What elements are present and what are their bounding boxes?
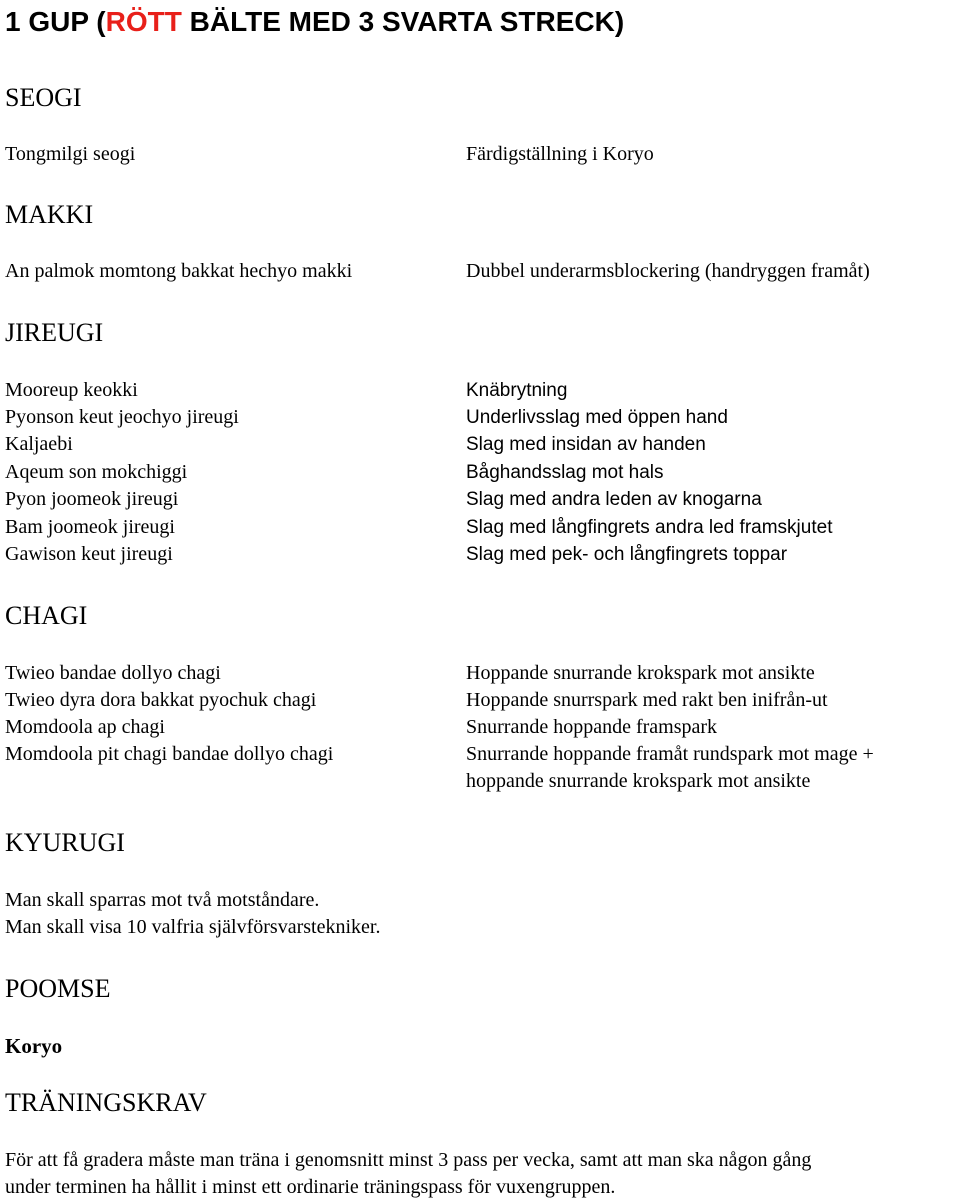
technique-row: [0, 459, 960, 486]
technique-translation: Dubbel underarmsblockering (handryggen framåt): [466, 260, 870, 282]
poomse-form: Koryo: [5, 1034, 63, 1058]
requirement-line: Man skall visa 10 valfria självförsvarstekniker.: [5, 916, 381, 938]
technique-translation: Färdigställning i Koryo: [466, 143, 654, 165]
technique-name: Twieo bandae dollyo chagi: [5, 662, 221, 684]
technique-row: [0, 541, 960, 568]
requirement-line: under terminen ha hållit i minst ett ordinarie träningspass för vuxengruppen.: [5, 1176, 616, 1198]
technique-row: [0, 377, 960, 404]
technique-translation: Hoppande snurrande krokspark mot ansikte: [466, 662, 815, 684]
technique-row: [0, 514, 960, 541]
title-belt-color: RÖTT: [105, 6, 182, 37]
page-title: [5, 4, 624, 40]
requirement-line: För att få gradera måste man träna i genomsnitt minst 3 pass per vecka, samt att man ska någon gång: [5, 1149, 812, 1171]
technique-row: [0, 141, 960, 168]
section-heading-makki: MAKKI: [5, 200, 94, 229]
technique-name: Gawison keut jireugi: [5, 543, 173, 565]
technique-name: Pyonson keut jeochyo jireugi: [5, 406, 239, 428]
technique-translation: Underlivsslag med öppen hand: [466, 407, 728, 428]
technique-name: Momdoola pit chagi bandae dollyo chagi: [5, 743, 334, 765]
technique-translation: Båghandsslag mot hals: [466, 462, 664, 483]
technique-name: Momdoola ap chagi: [5, 716, 165, 738]
technique-name: Tongmilgi seogi: [5, 143, 136, 165]
section-heading-chagi: CHAGI: [5, 601, 88, 630]
technique-name: Bam joomeok jireugi: [5, 516, 175, 538]
section-heading-traningskrav: TRÄNINGSKRAV: [5, 1088, 207, 1117]
section-heading-seogi: SEOGI: [5, 83, 82, 112]
technique-translation: Snurrande hoppande framåt rundspark mot mage +: [466, 743, 874, 765]
technique-row: [0, 741, 960, 768]
technique-translation: Hoppande snurrspark med rakt ben inifrån-ut: [466, 689, 828, 711]
technique-translation: Slag med långfingrets andra led framskjutet: [466, 517, 833, 538]
technique-name: An palmok momtong bakkat hechyo makki: [5, 260, 353, 282]
technique-row: [0, 258, 960, 285]
technique-translation: Slag med pek- och långfingrets toppar: [466, 544, 788, 565]
technique-translation: hoppande snurrande krokspark mot ansikte: [466, 770, 811, 792]
requirement-line: Man skall sparras mot två motståndare.: [5, 889, 320, 911]
section-heading-poomse: POOMSE: [5, 974, 111, 1003]
technique-name: Mooreup keokki: [5, 379, 138, 401]
technique-name: Aqeum son mokchiggi: [5, 461, 188, 483]
technique-translation: Slag med andra leden av knogarna: [466, 489, 762, 510]
technique-row: [0, 660, 960, 687]
technique-row: [0, 486, 960, 513]
technique-row: [0, 714, 960, 741]
technique-row: [0, 431, 960, 458]
title-prefix: 1 GUP (: [5, 6, 106, 37]
technique-translation: Snurrande hoppande framspark: [466, 716, 718, 738]
technique-translation: Knäbrytning: [466, 380, 568, 401]
technique-name: Pyon joomeok jireugi: [5, 488, 179, 510]
technique-name: Kaljaebi: [5, 433, 73, 455]
technique-name: Twieo dyra dora bakkat pyochuk chagi: [5, 689, 317, 711]
technique-row: [0, 404, 960, 431]
technique-row: [0, 687, 960, 714]
title-suffix: BÄLTE MED 3 SVARTA STRECK): [181, 6, 625, 37]
section-heading-jireugi: JIREUGI: [5, 318, 104, 347]
section-heading-kyurugi: KYURUGI: [5, 828, 125, 857]
technique-translation: Slag med insidan av handen: [466, 434, 706, 455]
technique-row: [0, 768, 960, 795]
